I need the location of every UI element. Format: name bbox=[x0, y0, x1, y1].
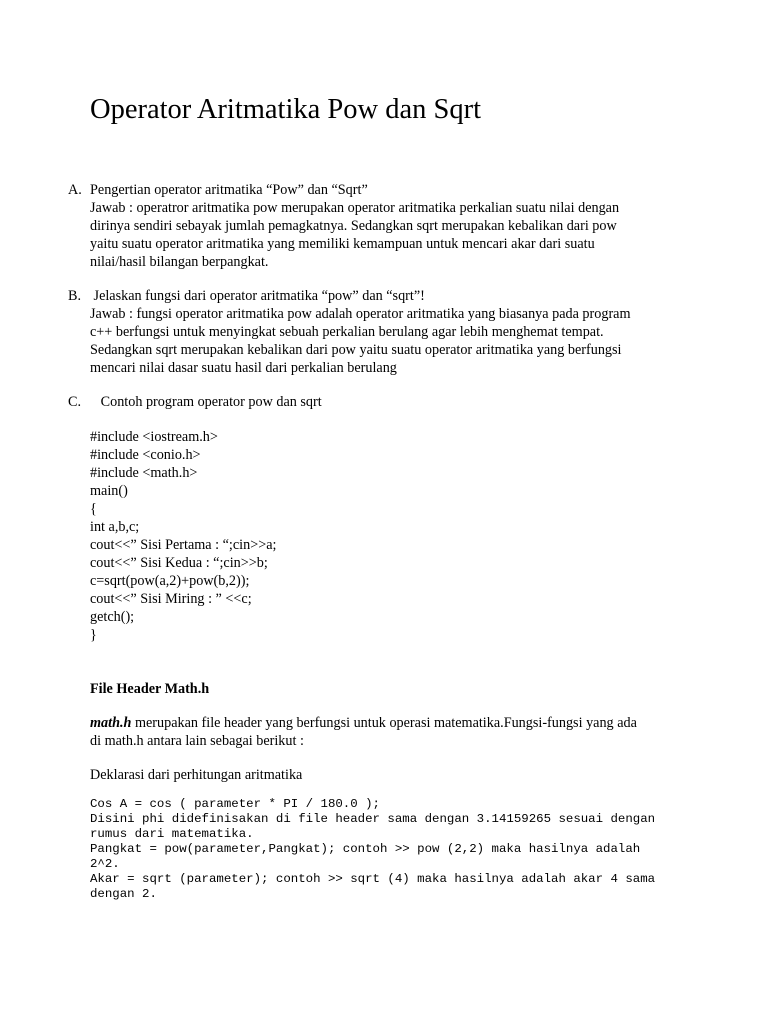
mono-line: Disini phi didefinisakan di file header sama dengan 3.14159265 sesuai dengan bbox=[90, 812, 656, 826]
mathh-line: di math.h antara lain sebagai berikut : bbox=[90, 733, 304, 749]
mono-line: dengan 2. bbox=[90, 887, 157, 901]
section-line: Jawab : fungsi operator aritmatika pow adalah operator aritmatika yang biasanya pada program bbox=[90, 306, 631, 322]
section-line: c++ berfungsi untuk menyingkat sebuah perkalian berulang agar lebih menghemat tempat. bbox=[90, 324, 604, 340]
section-line: Contoh program operator pow dan sqrt bbox=[90, 394, 322, 410]
code-line: int a,b,c; bbox=[90, 519, 140, 535]
code-line: #include <math.h> bbox=[90, 465, 198, 481]
section-line: dirinya sendiri sebayak jumlah pemagkatnya. Sedangkan sqrt merupakan kebalikan dari pow bbox=[90, 218, 617, 234]
mono-line: Pangkat = pow(parameter,Pangkat); contoh >> pow (2,2) maka hasilnya adalah bbox=[90, 842, 641, 856]
section-line: Jelaskan fungsi dari operator aritmatika “pow” dan “sqrt”! bbox=[90, 288, 425, 304]
section-marker: A. bbox=[68, 182, 82, 198]
section-line: Pengertian operator aritmatika “Pow” dan “Sqrt” bbox=[90, 182, 368, 198]
section-line: yaitu suatu operator aritmatika yang memiliki kemampuan untuk mencari akar dari suatu bbox=[90, 236, 595, 252]
code-line: { bbox=[90, 501, 97, 517]
code-line: cout<<” Sisi Kedua : “;cin>>b; bbox=[90, 555, 268, 571]
code-line: #include <iostream.h> bbox=[90, 429, 218, 445]
section-marker: C. bbox=[68, 394, 82, 410]
section-line: Sedangkan sqrt merupakan kebalikan dari pow yaitu suatu operator aritmatika yang berfungsi bbox=[90, 342, 622, 358]
mono-line: Cos A = cos ( parameter * PI / 180.0 ); bbox=[90, 797, 380, 811]
mathh-term: math.h bbox=[90, 715, 132, 731]
code-line: } bbox=[90, 627, 97, 643]
section-text bbox=[90, 393, 690, 411]
section-text bbox=[90, 181, 690, 271]
section-text bbox=[90, 287, 690, 377]
program-code bbox=[90, 428, 276, 644]
mono-line: Akar = sqrt (parameter); contoh >> sqrt (4) maka hasilnya adalah akar 4 sama bbox=[90, 872, 656, 886]
deklarasi-heading: Deklarasi dari perhitungan aritmatika bbox=[90, 767, 303, 783]
code-line: getch(); bbox=[90, 609, 135, 625]
math-functions-block bbox=[90, 797, 690, 902]
code-line: #include <conio.h> bbox=[90, 447, 201, 463]
page-title: Operator Aritmatika Pow dan Sqrt bbox=[90, 94, 482, 125]
code-line: main() bbox=[90, 483, 128, 499]
code-line: cout<<” Sisi Pertama : “;cin>>a; bbox=[90, 537, 277, 553]
mono-line: rumus dari matematika. bbox=[90, 827, 254, 841]
mono-line: 2^2. bbox=[90, 857, 120, 871]
code-line: c=sqrt(pow(a,2)+pow(b,2)); bbox=[90, 573, 250, 589]
mathh-line bbox=[90, 714, 690, 732]
section-line: Jawab : operatror aritmatika pow merupakan operator aritmatika perkalian suatu nilai dengan bbox=[90, 200, 620, 216]
section-line: nilai/hasil bilangan berpangkat. bbox=[90, 254, 269, 270]
mathh-paragraph bbox=[90, 714, 690, 750]
section-marker: B. bbox=[68, 288, 82, 304]
code-line: cout<<” Sisi Miring : ” <<c; bbox=[90, 591, 252, 607]
mathh-line1-text: merupakan file header yang berfungsi untuk operasi matematika.Fungsi-fungsi yang ada bbox=[131, 715, 637, 731]
section-line: mencari nilai dasar suatu hasil dari perkalian berulang bbox=[90, 360, 397, 376]
file-header-heading: File Header Math.h bbox=[90, 681, 210, 697]
